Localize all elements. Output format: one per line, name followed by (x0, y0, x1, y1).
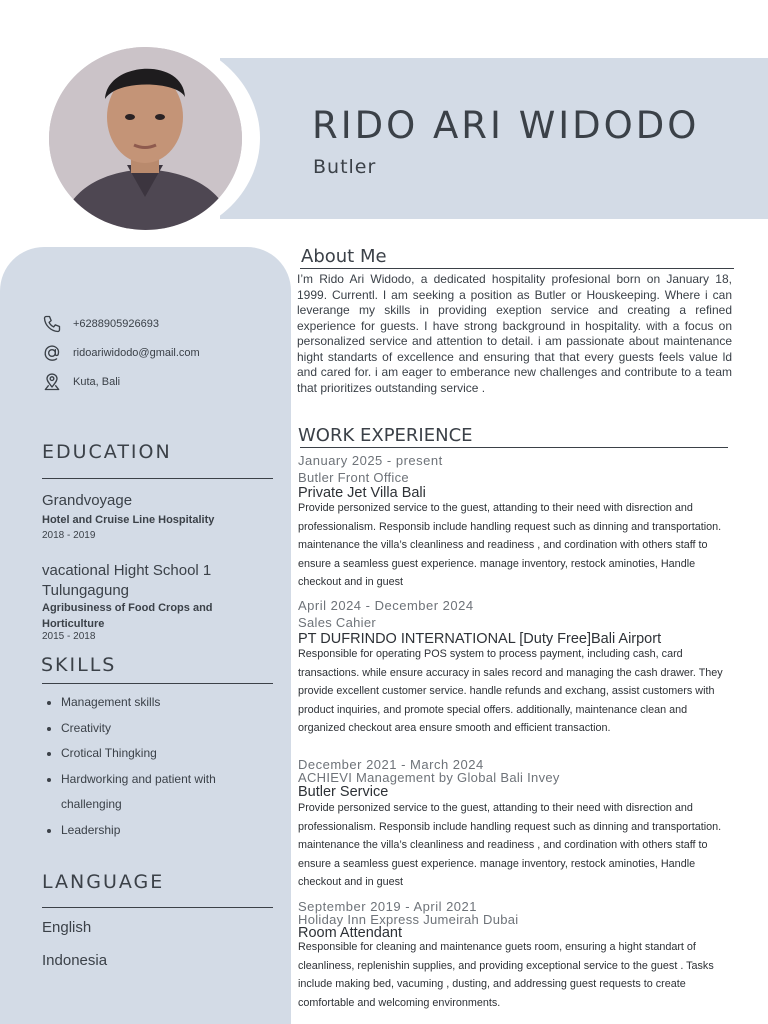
profile-photo (49, 47, 242, 230)
about-text: I’m Rido Ari Widodo, a dedicated hospitality profesional born on January 18, 1999. Currentl. I am seeking a position as Butler or Houskeeping. Where i can leverange my skills in providing exeption service and creating a refined experience for guests. I have strong background in hospitality. with a focus on personalized service and attention to detail. i am passionate about maintenance hight standarts of excellence and ensuring that that every guests feels value ld and cared for. i am eager to emberance new challenges and contribute to a team that prioritizes outstanding service . (297, 272, 732, 395)
work-heading: WORK EXPERIENCE (298, 425, 473, 446)
education-years: 2018 - 2019 (42, 530, 96, 541)
contact-phone (42, 314, 159, 334)
skills-list (45, 690, 280, 843)
job-description: Responsible for operating POS system to process payment, including cash, card transactions. while ensure accuracy in sales record and managing the cash drawer. They provide excellent customer service. handle refunds and exchang, assist customers with product inquiries, and promote special offers. additionally, maintenance clean and organized checkout area ensure smooth and efficient transaction. (298, 648, 723, 734)
job-description: Provide personized service to the guest, attanding to their need with disrection and professionalism. Responsib include handling request such as dinning and transportation. maintenance the villa’s cleanliness and readiness , and cordination with others staff to ensure a seamless guest experience. manage inventory, restock aminoties, Handle checkout and in guest (298, 502, 722, 588)
skill-item: Hardworking and patient with challenging (45, 767, 245, 818)
job-title: Private Jet Villa Bali (298, 485, 426, 501)
skills-divider (42, 683, 273, 684)
job-date: September 2019 - April 2021 (298, 899, 477, 914)
job-description: Responsible for cleaning and maintenance guets room, ensuring a hight standart of cleanliness, replenishin supplies, and providing exceptional service to the guest . Tasks include making bed, vacuming , dusting, and addressing guest requests to create comfortable and welcoming environments. (298, 941, 714, 1009)
job-date: January 2025 - present (298, 453, 443, 468)
person-photo-icon (49, 47, 242, 230)
education-years: 2015 - 2018 (42, 631, 96, 642)
contact-email (42, 343, 200, 363)
contact-phone-text: +6288905926693 (73, 318, 159, 330)
contact-location (42, 372, 120, 392)
location-icon (42, 372, 62, 392)
language-item: Indonesia (42, 952, 108, 969)
education-program: Hotel and Cruise Line Hospitality (42, 514, 215, 526)
job-title: Room Attendant (298, 925, 402, 941)
skills-heading: SKILLS (41, 654, 117, 676)
about-heading: About Me (301, 246, 387, 267)
job-title: PT DUFRINDO INTERNATIONAL [Duty Free]Bali Airport (298, 631, 662, 647)
job-date: December 2021 - March 2024 (298, 757, 484, 772)
language-item: English (42, 919, 92, 936)
contact-email-text: ridoariwidodo@gmail.com (73, 347, 200, 359)
language-divider (42, 907, 273, 908)
education-program: Agribusiness of Food Crops and Horticulture (42, 602, 213, 630)
education-school: vacational Hight School 1 Tulungagung (42, 562, 212, 599)
work-divider (300, 447, 728, 448)
education-divider (42, 478, 273, 479)
candidate-name: RIDO ARI WIDODO (312, 104, 700, 147)
about-divider (300, 268, 734, 269)
skill-item: Creativity (45, 716, 280, 742)
education-heading: EDUCATION (42, 441, 172, 463)
language-heading: LANGUAGE (42, 871, 165, 893)
job-date: April 2024 - December 2024 (298, 598, 474, 613)
job-company: Butler Front Office (298, 470, 409, 485)
phone-icon (42, 314, 62, 334)
email-icon (42, 343, 62, 363)
contact-location-text: Kuta, Bali (73, 376, 121, 388)
candidate-role: Butler (313, 156, 377, 178)
education-school: Grandvoyage (42, 492, 133, 509)
job-company: Holiday Inn Express Jumeirah Dubai (298, 912, 519, 927)
job-company: Sales Cahier (298, 615, 377, 630)
job-company: ACHIEVI Management by Global Bali Invey (298, 770, 560, 785)
skill-item: Crotical Thingking (45, 741, 280, 767)
skill-item: Leadership (45, 818, 280, 844)
job-title: Butler Service (298, 784, 389, 800)
skill-item: Management skills (45, 690, 280, 716)
job-description: Provide personized service to the guest, attanding to their need with disrection and professionalism. Responsib include handling request such as dinning and transportation. maintenance the villa’s cleanliness and readiness , and cordination with others staff to ensure a seamless guest experience. manage inventory, restock aminoties, Handle checkout and in guest (298, 802, 722, 888)
